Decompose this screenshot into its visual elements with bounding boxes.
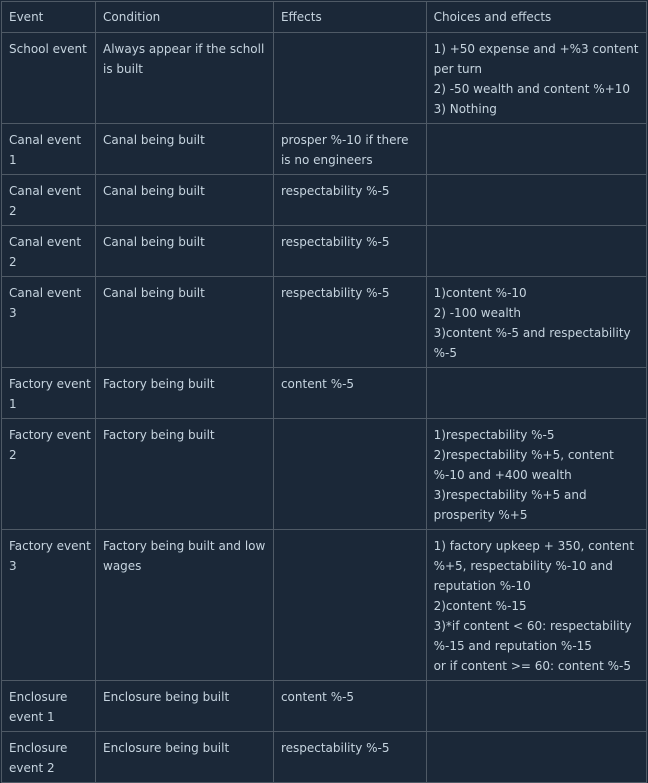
- table-row: [2, 681, 647, 732]
- cell-event: Factory event 1: [2, 368, 96, 419]
- cell-effects: content %-5: [273, 368, 426, 419]
- cell-effects: respectability %-5: [273, 175, 426, 226]
- events-table: [1, 1, 647, 783]
- cell-event: Canal event 1: [2, 124, 96, 175]
- choice-line: 1)content %-10: [433, 286, 527, 300]
- table-header-row: [2, 2, 647, 33]
- cell-condition: Enclosure being built: [96, 732, 274, 783]
- table-row: [2, 175, 647, 226]
- cell-choices: [426, 33, 646, 124]
- cell-effects: [273, 530, 426, 681]
- cell-choices: [426, 277, 646, 368]
- cell-condition: Enclosure being built: [96, 681, 274, 732]
- choice-line: or if content >= 60: content %-5: [433, 659, 631, 673]
- cell-choices: [426, 368, 646, 419]
- cell-condition: Canal being built: [96, 277, 274, 368]
- cell-event: Canal event 2: [2, 226, 96, 277]
- table-row: [2, 277, 647, 368]
- cell-effects: prosper %-10 if there is no engineers: [273, 124, 426, 175]
- cell-choices: [426, 175, 646, 226]
- cell-effects: respectability %-5: [273, 277, 426, 368]
- choice-line: 1) +50 expense and +%3 content per turn: [433, 42, 639, 76]
- choice-line: 2)content %-15: [433, 599, 527, 613]
- table-row: [2, 368, 647, 419]
- table-row: [2, 226, 647, 277]
- cell-event: Factory event 3: [2, 530, 96, 681]
- choice-line: 3) Nothing: [433, 102, 497, 116]
- cell-condition: Always appear if the scholl is built: [96, 33, 274, 124]
- cell-event: School event: [2, 33, 96, 124]
- choice-line: 1)respectability %-5: [433, 428, 555, 442]
- choice-line: 3)content %-5 and respectability %-5: [433, 326, 631, 360]
- cell-effects: content %-5: [273, 681, 426, 732]
- cell-choices: [426, 226, 646, 277]
- cell-effects: [273, 419, 426, 530]
- cell-condition: Canal being built: [96, 226, 274, 277]
- table-body: [2, 33, 647, 783]
- header-condition: Condition: [96, 2, 274, 33]
- cell-event: Enclosure event 2: [2, 732, 96, 783]
- choice-line: 2) -100 wealth: [433, 306, 521, 320]
- cell-effects: [273, 33, 426, 124]
- choice-line: 3)respectability %+5 and prosperity %+5: [433, 488, 587, 522]
- choice-line: 1) factory upkeep + 350, content %+5, respectability %-10 and reputation %-10: [433, 539, 635, 593]
- table-row: [2, 732, 647, 783]
- cell-choices: [426, 530, 646, 681]
- choice-line: 2)respectability %+5, content %-10 and +400 wealth: [433, 448, 614, 482]
- header-event: Event: [2, 2, 96, 33]
- table-row: [2, 530, 647, 681]
- cell-event: Canal event 2: [2, 175, 96, 226]
- cell-condition: Factory being built: [96, 419, 274, 530]
- cell-condition: Factory being built: [96, 368, 274, 419]
- cell-choices: [426, 681, 646, 732]
- choice-line: 2) -50 wealth and content %+10: [433, 82, 631, 96]
- choice-line: 3)*if content < 60: respectability %-15 and reputation %-15: [433, 619, 632, 653]
- cell-choices: [426, 732, 646, 783]
- cell-effects: respectability %-5: [273, 226, 426, 277]
- header-effects: Effects: [273, 2, 426, 33]
- cell-event: Factory event 2: [2, 419, 96, 530]
- table-row: [2, 124, 647, 175]
- cell-condition: Factory being built and low wages: [96, 530, 274, 681]
- cell-condition: Canal being built: [96, 175, 274, 226]
- table-row: [2, 419, 647, 530]
- cell-event: Enclosure event 1: [2, 681, 96, 732]
- cell-effects: respectability %-5: [273, 732, 426, 783]
- cell-choices: [426, 419, 646, 530]
- header-choices: Choices and effects: [426, 2, 646, 33]
- cell-event: Canal event 3: [2, 277, 96, 368]
- table-row: [2, 33, 647, 124]
- cell-choices: [426, 124, 646, 175]
- cell-condition: Canal being built: [96, 124, 274, 175]
